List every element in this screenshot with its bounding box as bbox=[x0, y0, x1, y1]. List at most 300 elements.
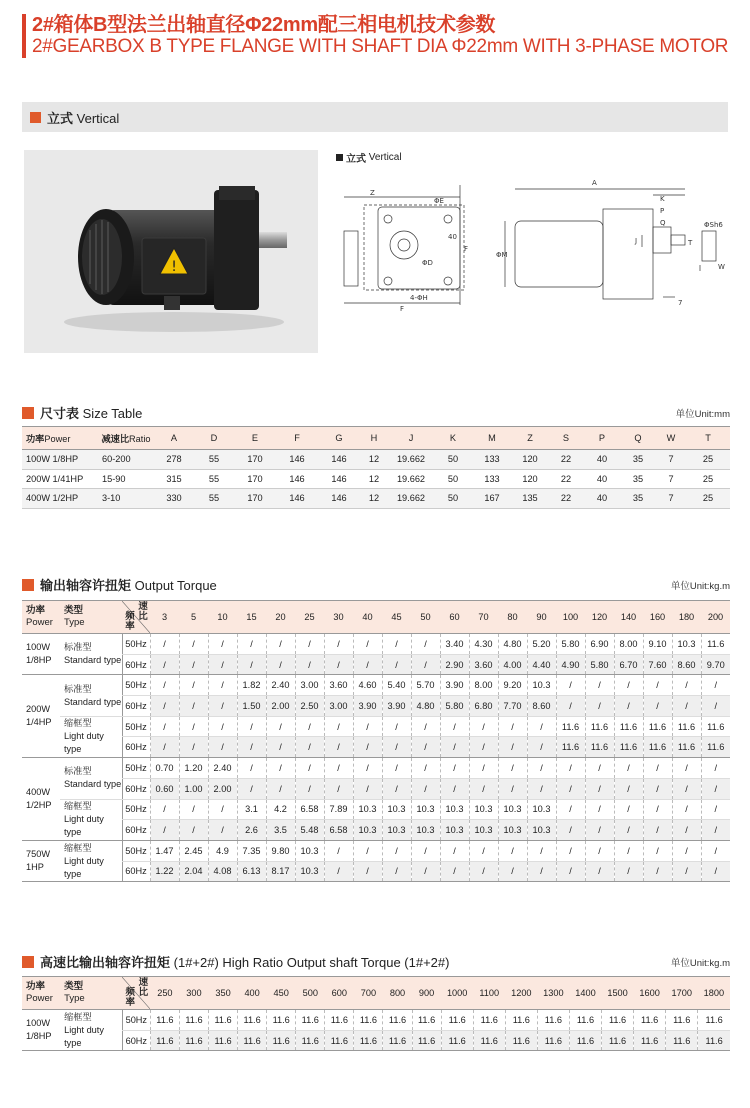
torque-value: / bbox=[382, 840, 411, 861]
size-cell: 7 bbox=[656, 489, 686, 509]
power-cell: 100W 1/8HP bbox=[22, 634, 60, 675]
size-header-cell: F bbox=[276, 427, 318, 450]
torque-value: 10.3 bbox=[469, 820, 498, 841]
torque-row bbox=[22, 861, 730, 882]
torque-value: / bbox=[208, 654, 237, 675]
torque-value: 10.3 bbox=[411, 799, 440, 820]
torque-value: / bbox=[527, 737, 556, 758]
torque-value: / bbox=[324, 758, 353, 779]
size-header-cell: E bbox=[234, 427, 276, 450]
torque-value: 10.3 bbox=[382, 820, 411, 841]
torque-value: / bbox=[440, 716, 469, 737]
torque-value: / bbox=[440, 778, 469, 799]
torque-value: / bbox=[556, 696, 585, 717]
torque-value: / bbox=[382, 737, 411, 758]
torque-value: 11.6 bbox=[296, 1010, 325, 1031]
size-cell: 12 bbox=[360, 450, 388, 470]
size-header-cell: W bbox=[656, 427, 686, 450]
torque-value: / bbox=[643, 840, 672, 861]
torque-value: 10.3 bbox=[527, 799, 556, 820]
motor-photo bbox=[24, 150, 318, 353]
size-cell: 50 bbox=[434, 450, 472, 470]
ratio-header: 1700 bbox=[666, 977, 698, 1010]
diagonal-header bbox=[122, 601, 150, 633]
torque-value: 11.6 bbox=[473, 1030, 505, 1051]
torque-value: / bbox=[643, 778, 672, 799]
torque-value: / bbox=[353, 737, 382, 758]
size-cell: 135 bbox=[512, 489, 548, 509]
size-cell: 170 bbox=[234, 489, 276, 509]
torque-value: / bbox=[701, 696, 730, 717]
torque-value: 11.6 bbox=[441, 1030, 473, 1051]
ratio-header: 120 bbox=[585, 601, 614, 634]
size-cell: 35 bbox=[620, 450, 656, 470]
torque-value: / bbox=[411, 634, 440, 655]
torque-value: / bbox=[237, 778, 266, 799]
torque-value: / bbox=[643, 675, 672, 696]
torque-value: / bbox=[266, 654, 295, 675]
torque-value: / bbox=[411, 758, 440, 779]
torque-value: / bbox=[701, 861, 730, 882]
size-header-cell: P bbox=[584, 427, 620, 450]
title-en: 2#GEARBOX B TYPE FLANGE WITH SHAFT DIA Φ22mm WITH 3-PHASE MOTOR bbox=[32, 36, 729, 57]
torque-value: 6.58 bbox=[295, 799, 324, 820]
torque-value: 11.6 bbox=[602, 1010, 634, 1031]
svg-text:F: F bbox=[400, 305, 405, 313]
torque-value: 11.6 bbox=[354, 1030, 383, 1051]
torque-value: 4.00 bbox=[498, 654, 527, 675]
torque-unit: 单位Unit:kg.m bbox=[670, 580, 730, 592]
size-header-cell: T bbox=[686, 427, 730, 450]
torque-value: / bbox=[527, 758, 556, 779]
torque-header-row bbox=[22, 601, 730, 634]
size-unit: 单位Unit:mm bbox=[675, 408, 730, 420]
torque-value: / bbox=[295, 778, 324, 799]
torque-value: / bbox=[643, 799, 672, 820]
torque-value: / bbox=[208, 820, 237, 841]
size-header-cell: G bbox=[318, 427, 360, 450]
torque-value: / bbox=[382, 634, 411, 655]
size-cell: 40 bbox=[584, 489, 620, 509]
size-cell: 278 bbox=[154, 450, 194, 470]
frequency-cell: 50Hz bbox=[122, 675, 150, 696]
ratio-header: 5 bbox=[179, 601, 208, 634]
torque-value: / bbox=[498, 778, 527, 799]
torque-value: / bbox=[324, 737, 353, 758]
power-header bbox=[22, 601, 60, 634]
power-cell: 200W 1/4HP bbox=[22, 675, 60, 758]
size-cell: 35 bbox=[620, 489, 656, 509]
torque-value: / bbox=[469, 737, 498, 758]
torque-value: 11.6 bbox=[505, 1010, 537, 1031]
torque-value: / bbox=[556, 840, 585, 861]
torque-row bbox=[22, 799, 730, 820]
torque-value: 11.6 bbox=[150, 1010, 179, 1031]
torque-value: 5.20 bbox=[527, 634, 556, 655]
size-header-cell: A bbox=[154, 427, 194, 450]
torque-value: 10.3 bbox=[440, 820, 469, 841]
size-cell: 55 bbox=[194, 469, 234, 489]
torque-value: / bbox=[672, 758, 701, 779]
torque-value: 3.00 bbox=[324, 696, 353, 717]
size-header-cell: J bbox=[388, 427, 434, 450]
torque-value: 4.80 bbox=[411, 696, 440, 717]
size-header-cell: Z bbox=[512, 427, 548, 450]
ratio-header: 500 bbox=[296, 977, 325, 1010]
torque-value: / bbox=[643, 820, 672, 841]
torque-value: / bbox=[324, 634, 353, 655]
torque-value: 11.6 bbox=[614, 737, 643, 758]
power-cell: 100W 1/8HP bbox=[22, 1010, 60, 1051]
ratio-header: 450 bbox=[267, 977, 296, 1010]
vertical-section-bar bbox=[22, 102, 728, 132]
torque-value: / bbox=[701, 758, 730, 779]
type-header-en: Type bbox=[64, 617, 85, 628]
size-cell: 200W 1/41HP bbox=[22, 469, 98, 489]
torque-value: 3.00 bbox=[295, 675, 324, 696]
torque-value: / bbox=[208, 675, 237, 696]
torque-value: / bbox=[411, 861, 440, 882]
size-table-heading: 尺寸表 Size Table 单位Unit:mm bbox=[22, 403, 730, 422]
size-cell: 25 bbox=[686, 469, 730, 489]
torque-value: / bbox=[237, 758, 266, 779]
square-icon bbox=[22, 407, 34, 419]
dimension-diagram bbox=[330, 145, 730, 320]
frequency-cell: 50Hz bbox=[122, 1010, 150, 1031]
torque-value: / bbox=[150, 820, 179, 841]
torque-value: / bbox=[498, 737, 527, 758]
torque-value: 11.6 bbox=[505, 1030, 537, 1051]
type-cell: 缩框型 Light duty type bbox=[60, 799, 122, 840]
torque-value: / bbox=[382, 716, 411, 737]
torque-value: 11.6 bbox=[614, 716, 643, 737]
torque-value: / bbox=[701, 675, 730, 696]
torque-value: / bbox=[614, 861, 643, 882]
torque-value: / bbox=[295, 716, 324, 737]
torque-value: 5.70 bbox=[411, 675, 440, 696]
size-cell: 40 bbox=[584, 469, 620, 489]
vertical-cn: 立式 bbox=[47, 110, 74, 126]
ratio-header: 1800 bbox=[698, 977, 730, 1010]
title-cn: 2#箱体B型法兰出轴直径Φ22mm配三相电机技术参数 bbox=[32, 14, 496, 36]
torque-value: / bbox=[179, 634, 208, 655]
svg-text:4-ΦH: 4-ΦH bbox=[410, 294, 428, 302]
torque-value: 10.3 bbox=[295, 861, 324, 882]
ratio-header: 1400 bbox=[569, 977, 601, 1010]
ratio-header: 90 bbox=[527, 601, 556, 634]
torque-value: / bbox=[672, 778, 701, 799]
torque-value: / bbox=[585, 840, 614, 861]
frequency-cell: 60Hz bbox=[122, 737, 150, 758]
svg-text:F: F bbox=[464, 245, 469, 253]
torque-value: / bbox=[208, 799, 237, 820]
torque-value: / bbox=[614, 696, 643, 717]
torque-value: / bbox=[498, 840, 527, 861]
torque-value: / bbox=[469, 716, 498, 737]
torque-value: / bbox=[237, 716, 266, 737]
torque-value: 11.6 bbox=[238, 1010, 267, 1031]
torque-value: / bbox=[150, 696, 179, 717]
ratio-header: 45 bbox=[382, 601, 411, 634]
torque-value: 8.17 bbox=[266, 861, 295, 882]
svg-text:P: P bbox=[660, 207, 665, 215]
torque-row bbox=[22, 840, 730, 861]
torque-value: / bbox=[208, 737, 237, 758]
torque-value: 5.80 bbox=[440, 696, 469, 717]
torque-value: / bbox=[440, 861, 469, 882]
torque-value: 4.08 bbox=[208, 861, 237, 882]
type-header bbox=[60, 601, 122, 634]
torque-value: 6.58 bbox=[324, 820, 353, 841]
torque-value: / bbox=[469, 758, 498, 779]
size-cell: 25 bbox=[686, 450, 730, 470]
size-cell: 146 bbox=[276, 489, 318, 509]
svg-text:Q: Q bbox=[660, 219, 666, 227]
torque-heading: 输出轴容许扭矩 Output Torque 单位Unit:kg.m bbox=[22, 575, 730, 594]
torque-value: / bbox=[614, 840, 643, 861]
torque-value: / bbox=[295, 737, 324, 758]
size-cell: 146 bbox=[276, 469, 318, 489]
torque-value: 11.6 bbox=[634, 1030, 666, 1051]
torque-value: / bbox=[237, 737, 266, 758]
torque-value: / bbox=[179, 675, 208, 696]
size-cell: 120 bbox=[512, 450, 548, 470]
torque-value: 10.3 bbox=[527, 675, 556, 696]
size-cell: 400W 1/2HP bbox=[22, 489, 98, 509]
torque-value: 2.40 bbox=[208, 758, 237, 779]
torque-value: / bbox=[556, 778, 585, 799]
torque-value: / bbox=[498, 861, 527, 882]
torque-value: 6.80 bbox=[469, 696, 498, 717]
ratio-header: 40 bbox=[353, 601, 382, 634]
torque-value: / bbox=[527, 840, 556, 861]
torque-value: 10.3 bbox=[295, 840, 324, 861]
svg-text:ΦSh6: ΦSh6 bbox=[704, 221, 723, 229]
torque-value: / bbox=[150, 675, 179, 696]
torque-value: / bbox=[324, 861, 353, 882]
torque-value: 6.70 bbox=[614, 654, 643, 675]
torque-value: 4.80 bbox=[498, 634, 527, 655]
torque-value: / bbox=[295, 758, 324, 779]
torque-value: 10.3 bbox=[527, 820, 556, 841]
torque-value: 1.00 bbox=[179, 778, 208, 799]
torque-value: / bbox=[614, 675, 643, 696]
torque-value: 1.50 bbox=[237, 696, 266, 717]
torque-value: 9.20 bbox=[498, 675, 527, 696]
torque-value: 3.60 bbox=[469, 654, 498, 675]
torque-value: 2.00 bbox=[208, 778, 237, 799]
torque-value: / bbox=[556, 675, 585, 696]
torque-value: / bbox=[440, 758, 469, 779]
torque-value: / bbox=[498, 758, 527, 779]
size-cell: 146 bbox=[318, 489, 360, 509]
type-header-cn: 类型 bbox=[64, 605, 84, 616]
torque-value: / bbox=[556, 758, 585, 779]
ratio-header: 100 bbox=[556, 601, 585, 634]
torque-value: 11.6 bbox=[412, 1030, 441, 1051]
torque-value: 11.6 bbox=[325, 1030, 354, 1051]
size-cell: 50 bbox=[434, 469, 472, 489]
torque-value: 10.3 bbox=[353, 799, 382, 820]
torque-value: 0.70 bbox=[150, 758, 179, 779]
torque-value: 3.90 bbox=[440, 675, 469, 696]
torque-value: / bbox=[643, 696, 672, 717]
size-cell: 55 bbox=[194, 489, 234, 509]
torque-value: 4.90 bbox=[556, 654, 585, 675]
torque-value: 2.6 bbox=[237, 820, 266, 841]
torque-row bbox=[22, 758, 730, 779]
frequency-cell: 50Hz bbox=[122, 634, 150, 655]
ratio-header: 1000 bbox=[441, 977, 473, 1010]
torque-value: 2.90 bbox=[440, 654, 469, 675]
torque-value: / bbox=[411, 737, 440, 758]
torque-value: 11.6 bbox=[666, 1010, 698, 1031]
ratio-header: 1100 bbox=[473, 977, 505, 1010]
ratio-header: 1300 bbox=[537, 977, 569, 1010]
frequency-cell: 50Hz bbox=[122, 799, 150, 820]
torque-value: / bbox=[179, 820, 208, 841]
torque-value: / bbox=[411, 778, 440, 799]
ratio-header: 1200 bbox=[505, 977, 537, 1010]
torque-row bbox=[22, 1010, 730, 1031]
torque-value: / bbox=[150, 634, 179, 655]
torque-value: 10.3 bbox=[672, 634, 701, 655]
torque-value: / bbox=[527, 716, 556, 737]
torque-value: / bbox=[643, 861, 672, 882]
torque-value: / bbox=[614, 778, 643, 799]
torque-value: 6.13 bbox=[237, 861, 266, 882]
torque-value: 10.3 bbox=[411, 820, 440, 841]
torque-value: / bbox=[208, 716, 237, 737]
torque-value: 10.3 bbox=[469, 799, 498, 820]
torque-value: 11.6 bbox=[296, 1030, 325, 1051]
torque-value: / bbox=[150, 716, 179, 737]
size-row bbox=[22, 489, 730, 509]
torque-value: / bbox=[266, 737, 295, 758]
ratio-header: 200 bbox=[701, 601, 730, 634]
torque-value: 11.6 bbox=[585, 737, 614, 758]
torque-value: / bbox=[527, 778, 556, 799]
size-cell: 133 bbox=[472, 450, 512, 470]
torque-value: 11.6 bbox=[537, 1010, 569, 1031]
torque-row bbox=[22, 654, 730, 675]
size-cell: 55 bbox=[194, 450, 234, 470]
torque-value: / bbox=[266, 634, 295, 655]
ratio-header: 800 bbox=[383, 977, 412, 1010]
svg-text:Z: Z bbox=[370, 189, 375, 197]
torque-value: 11.6 bbox=[602, 1030, 634, 1051]
torque-value: / bbox=[585, 778, 614, 799]
motor-illustration bbox=[24, 150, 318, 353]
ratio-header: 140 bbox=[614, 601, 643, 634]
svg-text:A: A bbox=[592, 179, 597, 187]
torque-value: / bbox=[672, 799, 701, 820]
torque-value: 2.45 bbox=[179, 840, 208, 861]
torque-value: 9.70 bbox=[701, 654, 730, 675]
torque-value: 4.2 bbox=[266, 799, 295, 820]
ratio-header: 900 bbox=[412, 977, 441, 1010]
torque-value: / bbox=[672, 861, 701, 882]
torque-value: 10.3 bbox=[498, 820, 527, 841]
diagram-title: 立式 Vertical bbox=[336, 150, 402, 165]
ratio-header: 25 bbox=[295, 601, 324, 634]
torque-value: / bbox=[324, 840, 353, 861]
torque-value: 3.1 bbox=[237, 799, 266, 820]
torque-value: 5.48 bbox=[295, 820, 324, 841]
torque-value: 11.6 bbox=[643, 737, 672, 758]
frequency-cell: 50Hz bbox=[122, 716, 150, 737]
power-header-en: Power bbox=[26, 617, 53, 628]
torque-value: 2.00 bbox=[266, 696, 295, 717]
frequency-cell: 60Hz bbox=[122, 1030, 150, 1051]
ratio-header: 50 bbox=[411, 601, 440, 634]
torque-value: 11.6 bbox=[634, 1010, 666, 1031]
torque-value: 11.6 bbox=[556, 716, 585, 737]
ratio-header: 300 bbox=[179, 977, 208, 1010]
torque-value: 11.6 bbox=[179, 1010, 208, 1031]
torque-value: 11.6 bbox=[179, 1030, 208, 1051]
torque-value: 4.30 bbox=[469, 634, 498, 655]
size-cell: 12 bbox=[360, 469, 388, 489]
size-cell: 146 bbox=[276, 450, 318, 470]
torque-row bbox=[22, 778, 730, 799]
torque-value: 11.6 bbox=[150, 1030, 179, 1051]
size-cell: 167 bbox=[472, 489, 512, 509]
torque-value: 0.60 bbox=[150, 778, 179, 799]
power-header-en: Power bbox=[26, 993, 53, 1004]
power-header-cn: 功率 bbox=[26, 981, 46, 992]
torque-value: 10.3 bbox=[498, 799, 527, 820]
torque-value: 11.6 bbox=[209, 1010, 238, 1031]
frequency-cell: 50Hz bbox=[122, 840, 150, 861]
torque-value: 4.60 bbox=[353, 675, 382, 696]
svg-text:ΦD: ΦD bbox=[422, 259, 433, 267]
svg-text:!: ! bbox=[171, 259, 177, 275]
ratio-header: 700 bbox=[354, 977, 383, 1010]
torque-value: / bbox=[179, 799, 208, 820]
torque-value: 11.6 bbox=[441, 1010, 473, 1031]
size-cell: 3-10 bbox=[98, 489, 154, 509]
square-icon bbox=[22, 579, 34, 591]
torque-value: 11.6 bbox=[701, 737, 730, 758]
svg-text:40: 40 bbox=[448, 233, 457, 241]
torque-row bbox=[22, 737, 730, 758]
frequency-cell: 60Hz bbox=[122, 820, 150, 841]
svg-text:W: W bbox=[718, 263, 725, 271]
torque-value: 11.6 bbox=[354, 1010, 383, 1031]
high-ratio-torque-table bbox=[22, 976, 730, 1051]
torque-value: / bbox=[585, 758, 614, 779]
torque-value: 11.6 bbox=[556, 737, 585, 758]
torque-value: / bbox=[585, 696, 614, 717]
size-cell: 315 bbox=[154, 469, 194, 489]
size-header-cell: D bbox=[194, 427, 234, 450]
size-header-cell: S bbox=[548, 427, 584, 450]
size-row bbox=[22, 469, 730, 489]
torque-value: 11.6 bbox=[643, 716, 672, 737]
size-cell: 35 bbox=[620, 469, 656, 489]
torque-value: 10.3 bbox=[382, 799, 411, 820]
page-title bbox=[22, 14, 728, 58]
torque-value: / bbox=[672, 675, 701, 696]
torque-value: / bbox=[440, 840, 469, 861]
ratio-header: 250 bbox=[150, 977, 179, 1010]
ratio-header: 80 bbox=[498, 601, 527, 634]
torque-value: / bbox=[150, 737, 179, 758]
torque-value: 11.6 bbox=[569, 1010, 601, 1031]
torque-value: / bbox=[382, 861, 411, 882]
torque-value: 11.6 bbox=[209, 1030, 238, 1051]
